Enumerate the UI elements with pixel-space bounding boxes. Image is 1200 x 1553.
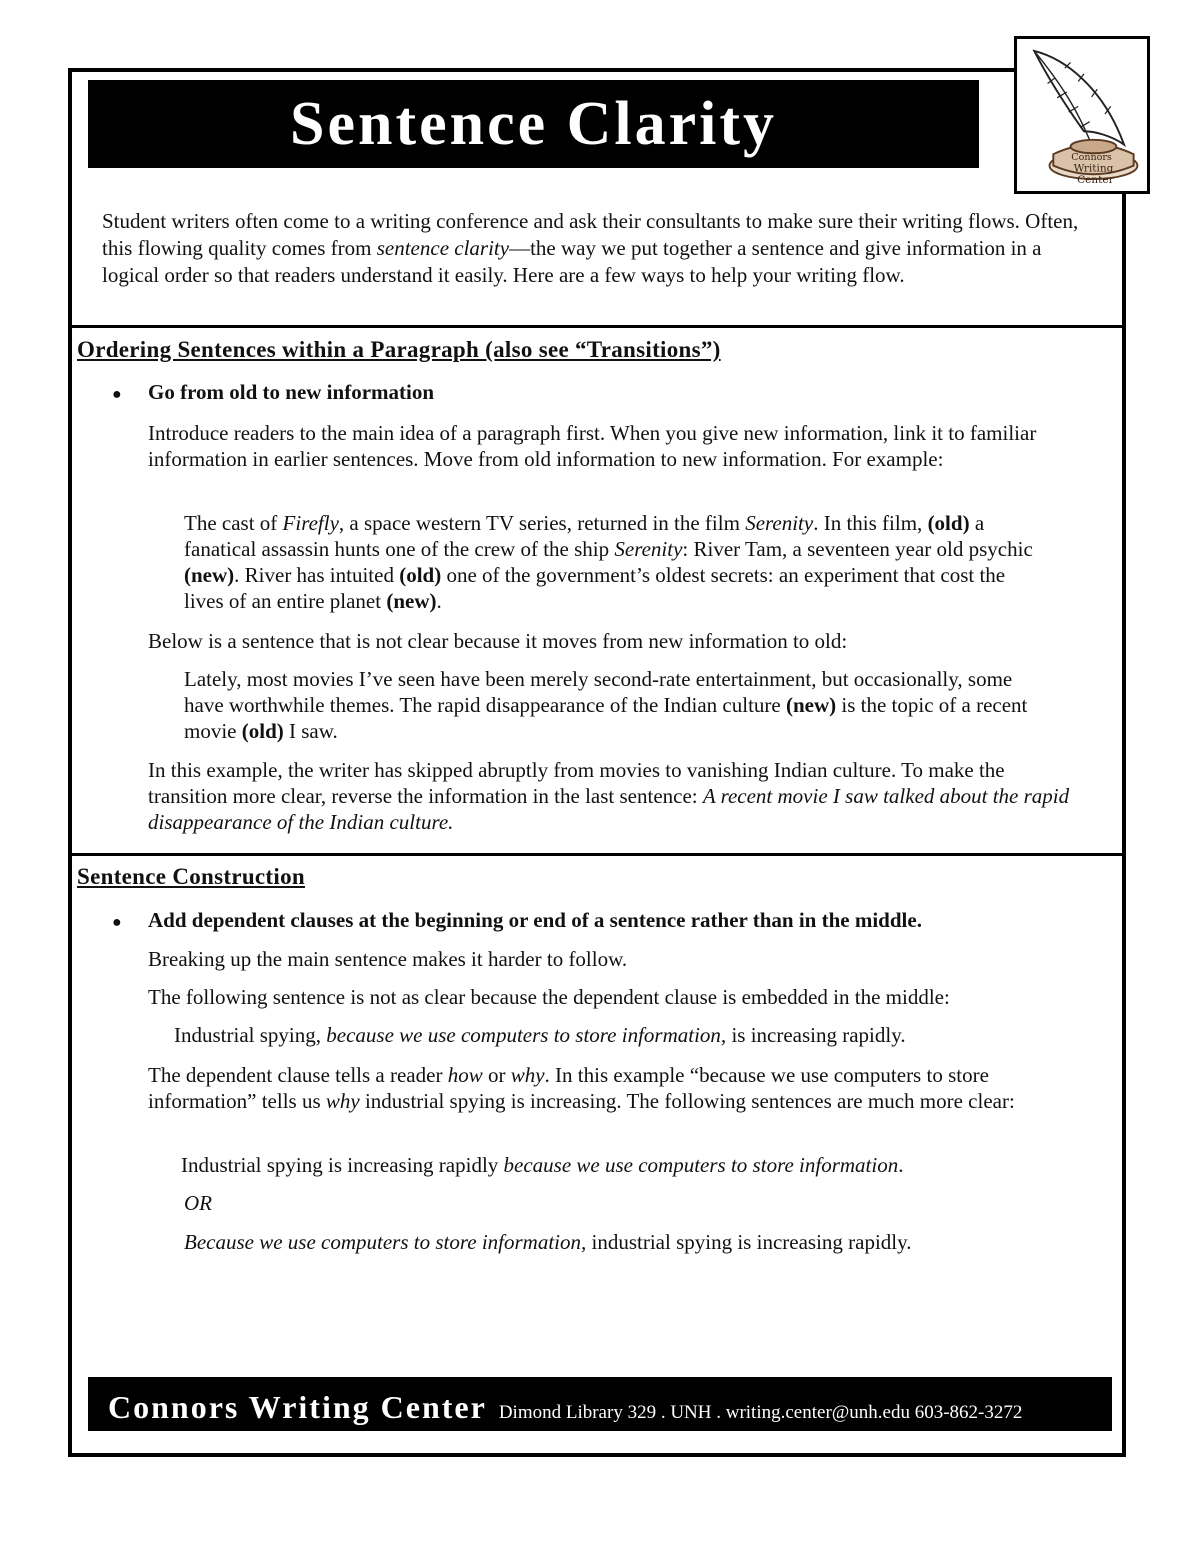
section-divider-2 <box>68 853 1126 856</box>
paragraph-how-why: The dependent clause tells a reader how or why. In this example “because we use computers to store information” tells us why industrial spying is increasing. The following sentences are much more clear: <box>148 1063 1015 1113</box>
bullet-icon: ● <box>112 914 122 931</box>
section-heading-ordering: Ordering Sentences within a Paragraph (also see “Transitions”) <box>77 337 721 362</box>
section-heading-construction: Sentence Construction <box>77 864 305 889</box>
paragraph-new-to-old: Below is a sentence that is not clear because it moves from new information to old: <box>148 629 848 653</box>
intro-paragraph <box>102 208 1082 289</box>
paragraph-not-clear: The following sentence is not as clear because the dependent clause is embedded in the middle: <box>148 985 950 1009</box>
paragraph-explanation: In this example, the writer has skipped abruptly from movies to vanishing Indian culture. To make the transition more clear, reverse the information in the last sentence: A recent movie I saw talked about the rapid disappearance of the Indian culture. <box>148 758 1070 834</box>
example-firefly: The cast of Firefly, a space western TV series, returned in the film Serenity. In this film, (old) a fanatical assassin hunts one of the crew of the ship Serenity: River Tam, a seventeen year old psychic (new). River has intuited (old) one of the government’s oldest secrets: an experiment that cost the lives of an entire planet (new). <box>184 511 1033 613</box>
bullet-icon: ● <box>112 386 122 403</box>
quill-and-inkwell-icon <box>1017 39 1147 191</box>
example-or: OR <box>184 1191 212 1215</box>
intro-text-end: —the way we put together a sentence and give information in a logical order so that readers understand it easily. Here are a few ways to help your writing flow. <box>102 236 1042 287</box>
intro-text: Student writers often come to a writing conference and ask their consultants to make sure their writing flows. Often, this flowing quality comes from <box>102 209 1079 260</box>
example-embedded-clause: Industrial spying, because we use computers to store information, is increasing rapidly. <box>174 1023 906 1047</box>
logo-line-3: Center <box>1077 173 1114 186</box>
logo-line-1: Connors <box>1071 151 1112 163</box>
paragraph-intro-old-new: Introduce readers to the main idea of a paragraph first. When you give new information, link it to familiar information in earlier sentences. Move from old information to new information. For example: <box>148 421 1037 471</box>
footer-center-name: Connors Writing Center <box>108 1389 487 1425</box>
title-banner <box>88 80 979 168</box>
intro-emphasis: sentence clarity <box>376 236 510 260</box>
example-clause-start: Because we use computers to store information, industrial spying is increasing rapidly. <box>184 1230 912 1254</box>
logo <box>1014 36 1150 194</box>
bullet-old-to-new <box>112 380 434 405</box>
example-movies: Lately, most movies I’ve seen have been merely second-rate entertainment, but occasionally, some have worthwhile themes. The rapid disappearance of the Indian culture (new) is the topic of a recent movie (old) I saw. <box>184 667 1028 743</box>
footer-contact-info: Dimond Library 329 . UNH . writing.center@unh.edu 603-862-3272 <box>498 1402 1023 1423</box>
paragraph-breaking-up: Breaking up the main sentence makes it harder to follow. <box>148 947 628 971</box>
example-clause-end: Industrial spying is increasing rapidly because we use computers to store information. <box>181 1153 904 1177</box>
logo-line-2: Writing <box>1073 162 1114 175</box>
bullet-label: Go from old to new information <box>148 380 435 404</box>
bullet-dependent-clauses <box>112 908 922 933</box>
footer-banner <box>88 1377 1112 1431</box>
section-divider-1 <box>68 325 1126 328</box>
bullet-label: Add dependent clauses at the beginning or end of a sentence rather than in the middle. <box>148 908 922 932</box>
page-title: Sentence Clarity <box>289 89 778 158</box>
